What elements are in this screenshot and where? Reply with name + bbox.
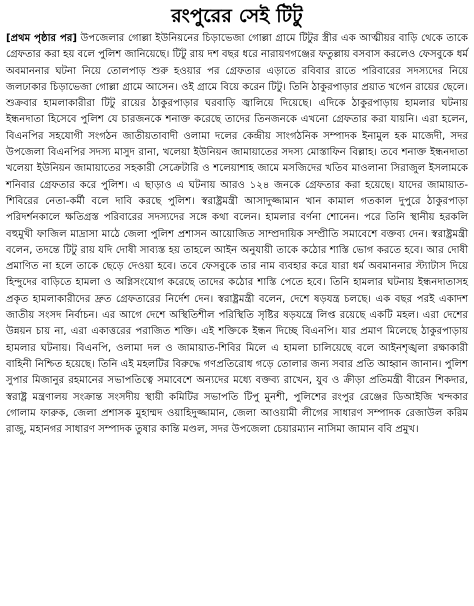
article-headline: রংপুরের সেই টিটু (171, 5, 303, 27)
article-body (6, 31, 468, 438)
article-body-text: উপজেলার গোল্লা ইউনিয়নের চিড়াভেজা গোল্লা গ্রামে টিটুর স্ত্রীর এক আত্মীয়র বাড়ি থেকে তাকে গ্রেফতার করা হয় বলে পুলিশ জানিয়েছে। টিটু রায় দশ বছর ধরে নারায়ণগঞ্জের ফতুল্লায় বসবাস করলেও ফেসবুকে ধর্ম অবমাননার ঘটনা নিয়ে তোলপাড় শুরু হওয়ার পর গ্রেফতার এড়াতে রবিবার রাতে পরিবারের সদস্যদের নিয়ে জলঢাকার চিড়াভেজা গোল্লা গ্রামে আসেন। ওই গ্রামে বিয়ে করেন টিটু। তিনি ঠাকুরপাড়ার প্রয়াত খগেন রায়ের ছেলে। শুক্রবার হামলাকারীরা টিটু রায়ের ঠাকুরপাড়ার ঘরবাড়ি জ্বালিয়ে দিয়েছে। এদিকে ঠাকুরপাড়ায় হামলার ঘটনায় ইন্ধনদাতা হিসেবে পুলিশ যে চারজনকে শনাক্ত করেছে তাদের তিনজনকে এখনো গ্রেফতার করা যায়নি। এরা হলেন, বিএনপির সহযোগী সংগঠন জাতীয়তাবাদী ওলামা দলের কেন্দ্রীয় সাংগঠনিক সম্পাদক ইনামুল হক মাজেদী, সদর উপজেলা বিএনপির সদস্য মাসুদ রানা, খলেয়া ইউনিয়ন জামায়াতের সদস্য মোস্তাফিন বিল্লাহ। তবে শনাক্ত ইন্ধনদাতা খলেয়া ইউনিয়ন জামায়াতের সহকারী সেক্রেটারি ও শলেয়াশাহ জামে মসজিদের খতিব মাওলানা সিরাজুল ইসলামকে শনিবার গ্রেফতার করে পুলিশ। এ ছাড়াও এ ঘটনায় আরও ১২৪ জনকে গ্রেফতার করা হয়েছে। যাদের জামায়াত-শিবিরের নেতা-কর্মী বলে দাবি করছে পুলিশ। স্বরাষ্ট্রমন্ত্রী আসাদুজ্জামান খান কামাল গতকাল দুপুরে ঠাকুরপাড়া পরিদর্শনকালে ক্ষতিগ্রস্ত পরিবারের সদস্যদের সঙ্গে কথা বলেন। হামলার বর্ণনা শোনেন। পরে তিনি স্থানীয় হরকলি বহুমুখী ফাজিল মাদ্রাসা মাঠে জেলা পুলিশ প্রশাসন আয়োজিত সাম্প্রদায়িক সম্প্রীতি সমাবেশে বক্তব্য দেন। স্বরাষ্ট্রমন্ত্রী বলেন, তদন্তে টিটু রায় যদি দোষী সাব্যস্ত হয় তাহলে আইন অনুযায়ী তাকে কঠোর শাস্তি ভোগ করতে হবে। আর দোষী প্রমাণিত না হলে তাকে ছেড়ে দেওয়া হবে। তবে ফেসবুকে তার নাম ব্যবহার করে যারা ধর্ম অবমাননার স্ট্যাটাস দিয়ে হিন্দুদের বাড়িতে হামলা ও অগ্নিসংযোগ করেছে তাদের কঠোর শাস্তি পেতে হবে। তিনি হামলার ঘটনায় ইন্ধনদাতাসহ প্রকৃত হামলাকারীদের দ্রুত গ্রেফতারের নির্দেশ দেন। স্বরাষ্ট্রমন্ত্রী বলেন, দেশে ষড়যন্ত্র চলছে। এক বছর পরই একাদশ জাতীয় সংসদ নির্বাচন। এর আগে দেশে অস্থিতিশীল পরিস্থিতি সৃষ্টির ষড়যন্ত্রে লিপ্ত রয়েছে একটি মহল। এরা দেশের উন্নয়ন চায় না, এরা একাত্তরের পরাজিত শক্তি। এই শক্তিকে ইন্ধন দিচ্ছে বিএনপি। যার প্রমাণ মিলেছে ঠাকুরপাড়ায় হামলার ঘটনায়। বিএনপি, ওলামা দল ও জামায়াত-শিবির মিলে এ হামলা চালিয়েছে বলে আইনশৃঙ্খলা রক্ষাকারী বাহিনী নিশ্চিত হয়েছে। তিনি এই মহলটির বিরুদ্ধে গণপ্রতিরোধ গড়ে তোলার জন্য সবার প্রতি আহ্বান জানান। পুলিশ সুপার মিজানুর রহমানের সভাপতিত্বে সমাবেশে অন্যদের মধ্যে বক্তব্য রাখেন, যুব ও ক্রীড়া প্রতিমন্ত্রী বীরেন শিকদার, স্বরাষ্ট্র মন্ত্রণালয় সংক্রান্ত সংসদীয় স্থায়ী কমিটির সভাপতি টিপু মুনশী, পুলিশের রংপুর রেঞ্জের ডিআইজি খন্দকার গোলাম ফারুক, জেলা প্রশাসক মুহাম্মদ ওয়াহিদুজ্জামান, জেলা আওয়ামী লীগের সাধারণ সম্পাদক রেজাউল করিম রাজু, মহানগর সাধারণ সম্পাদক তুষার কান্তি মণ্ডল, সদর উপজেলা চেয়ারম্যান নাসিমা জামান ববি প্রমুখ। (6, 33, 468, 436)
continued-from-front-page-tag: [প্রথম পৃষ্ঠার পর] (6, 33, 77, 44)
